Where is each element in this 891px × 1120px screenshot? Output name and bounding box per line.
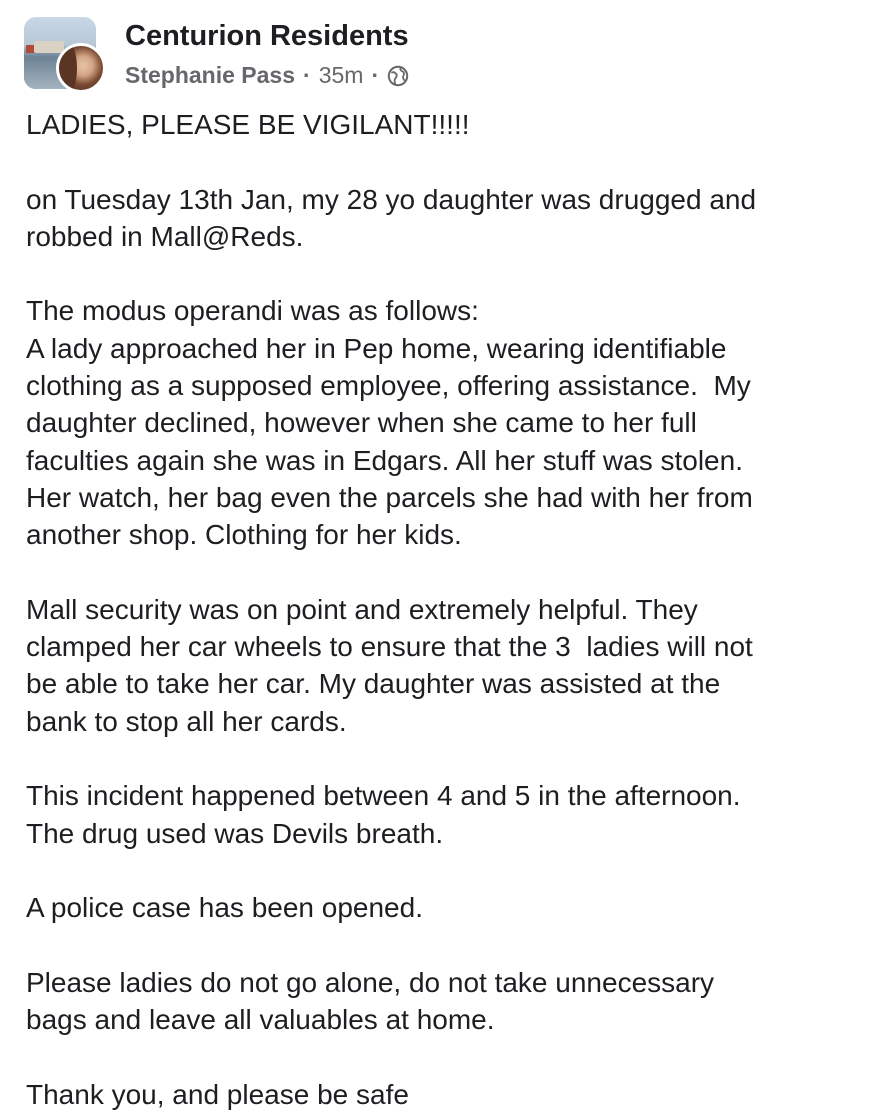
post-text-line: A lady approached her in Pep home, wearing identifiable xyxy=(26,332,727,364)
post-text-line: The drug used was Devils breath. xyxy=(26,817,444,849)
group-name-link[interactable]: Centurion Residents xyxy=(125,20,409,52)
post-body xyxy=(26,106,876,1113)
post-text-line: Thank you, and please be safe xyxy=(26,1078,409,1110)
post-text-line: another shop. Clothing for her kids. xyxy=(26,519,462,551)
author-avatar[interactable] xyxy=(56,43,106,93)
post-text-line: on Tuesday 13th Jan, my 28 yo daughter was drugged and xyxy=(26,183,757,215)
post-text-line: robbed in Mall@Reds. xyxy=(26,220,304,252)
post-text-line: bank to stop all her cards. xyxy=(26,705,347,737)
paragraph-gap xyxy=(26,852,876,889)
paragraph-gap xyxy=(26,554,876,591)
post-text-line: clothing as a supposed employee, offering assistance. My xyxy=(26,370,751,402)
post-timestamp[interactable]: 35m xyxy=(318,62,364,88)
post-text-line: A police case has been opened. xyxy=(26,892,423,924)
paragraph-gap xyxy=(26,1038,876,1075)
globe-icon[interactable] xyxy=(387,65,409,87)
post-text-line: The modus operandi was as follows: xyxy=(26,295,479,327)
post-text-line: be able to take her car. My daughter was assisted at the xyxy=(26,668,721,700)
paragraph-gap xyxy=(26,255,876,292)
post-meta xyxy=(125,62,409,89)
post-text-line: daughter declined, however when she came to her full xyxy=(26,407,697,439)
paragraph-gap xyxy=(26,927,876,964)
paragraph-gap xyxy=(26,143,876,180)
author-name-link[interactable]: Stephanie Pass xyxy=(125,62,296,88)
post-avatars[interactable] xyxy=(24,17,100,93)
post-heading: LADIES, PLEASE BE VIGILANT!!!!! xyxy=(26,109,470,140)
post-text-line: faculties again she was in Edgars. All her stuff was stolen. xyxy=(26,444,743,476)
paragraph-gap xyxy=(26,740,876,777)
author-avatar-detail xyxy=(56,43,77,93)
post-text-line: clamped her car wheels to ensure that the 3 ladies will not xyxy=(26,631,753,663)
post-text-line: Her watch, her bag even the parcels she had with her from xyxy=(26,481,753,513)
post-text-line: Mall security was on point and extremely helpful. They xyxy=(26,593,698,625)
post-text-line: bags and leave all valuables at home. xyxy=(26,1004,495,1036)
meta-separator: · xyxy=(371,62,380,88)
post-text-line: Please ladies do not go alone, do not take unnecessary xyxy=(26,966,715,998)
post-text-line: This incident happened between 4 and 5 in the afternoon. xyxy=(26,780,741,812)
meta-separator: · xyxy=(303,62,311,88)
